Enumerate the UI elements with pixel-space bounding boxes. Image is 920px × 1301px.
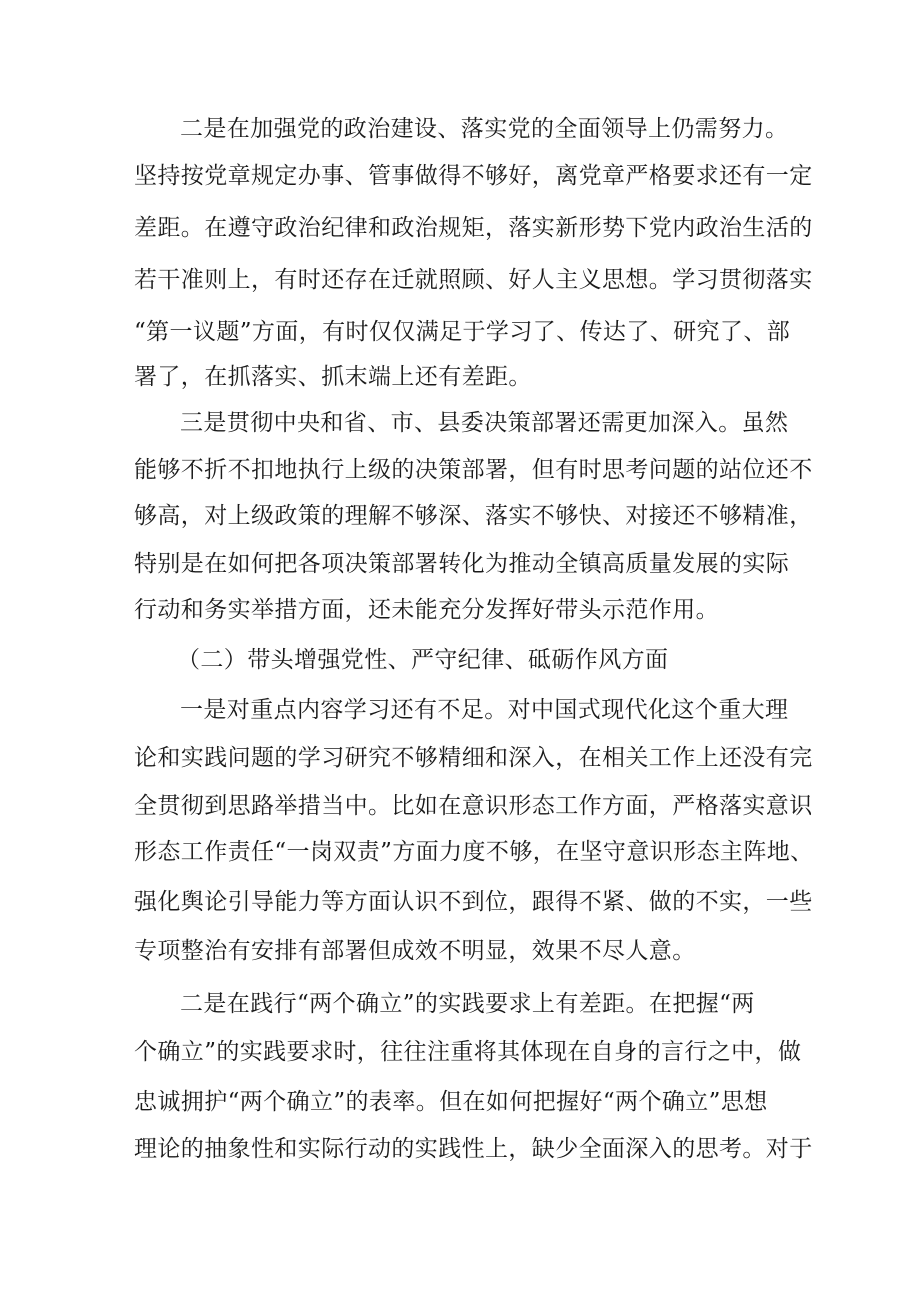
text-line: 若干准则上，有时还存在迁就照顾、好人主义思想。学习贯彻落实 [134,267,813,293]
text-line: 专项整治有安排有部署但成效不明显，效果不尽人意。 [134,938,696,964]
text-line: 二是在加强党的政治建设、落实党的全面领导上仍需努力。 [180,116,789,142]
text-line: 坚持按党章规定办事、管事做得不够好，离党章严格要求还有一定 [134,163,813,189]
text-line: “第一议题”方面，有时仅仅满足于学习了、传达了、研究了、部 [134,319,791,345]
section-heading: （二）带头增强党性、严守纪律、砥砺作风方面 [177,647,669,673]
text-line: 论和实践问题的学习研究不够精细和深入，在相关工作上还没有完 [134,745,813,771]
text-line: 三是贯彻中央和省、市、县委决策部署还需更加深入。虽然 [180,410,789,436]
text-line: 特别是在如何把各项决策部署转化为推动全镇高质量发展的实际 [134,551,790,577]
text-line: 署了，在抓落实、抓末端上还有差距。 [134,364,532,390]
text-line: 个确立”的实践要求时，往往注重将其体现在自身的言行之中，做 [134,1039,802,1065]
text-line: 能够不折不扣地执行上级的决策部署，但有时思考问题的站位还不 [134,457,813,483]
text-line: 忠诚拥护“两个确立”的表率。但在如何把握好“两个确立”思想 [134,1089,768,1115]
text-line: 二是在践行“两个确立”的实践要求上有差距。在把握“两 [180,991,755,1017]
text-line: 形态工作责任“一岗双责”方面力度不够，在坚守意识形态主阵地、 [134,839,814,865]
text-line: 够高，对上级政策的理解不够深、落实不够快、对接还不够精准， [134,503,813,529]
text-line: 全贯彻到思路举措当中。比如在意识形态工作方面，严格落实意识 [134,793,813,819]
text-line: 差距。在遵守政治纪律和政治规矩，落实新形势下党内政治生活的 [134,215,813,241]
text-line: 一是对重点内容学习还有不足。对中国式现代化这个重大理 [180,697,789,723]
text-line: 行动和务实举措方面，还未能充分发挥好带头示范作用。 [134,597,719,623]
text-line: 理论的抽象性和实际行动的实践性上，缺少全面深入的思考。对于 [134,1136,813,1162]
text-line: 强化舆论引导能力等方面认识不到位，跟得不紧、做的不实，一些 [134,889,813,915]
